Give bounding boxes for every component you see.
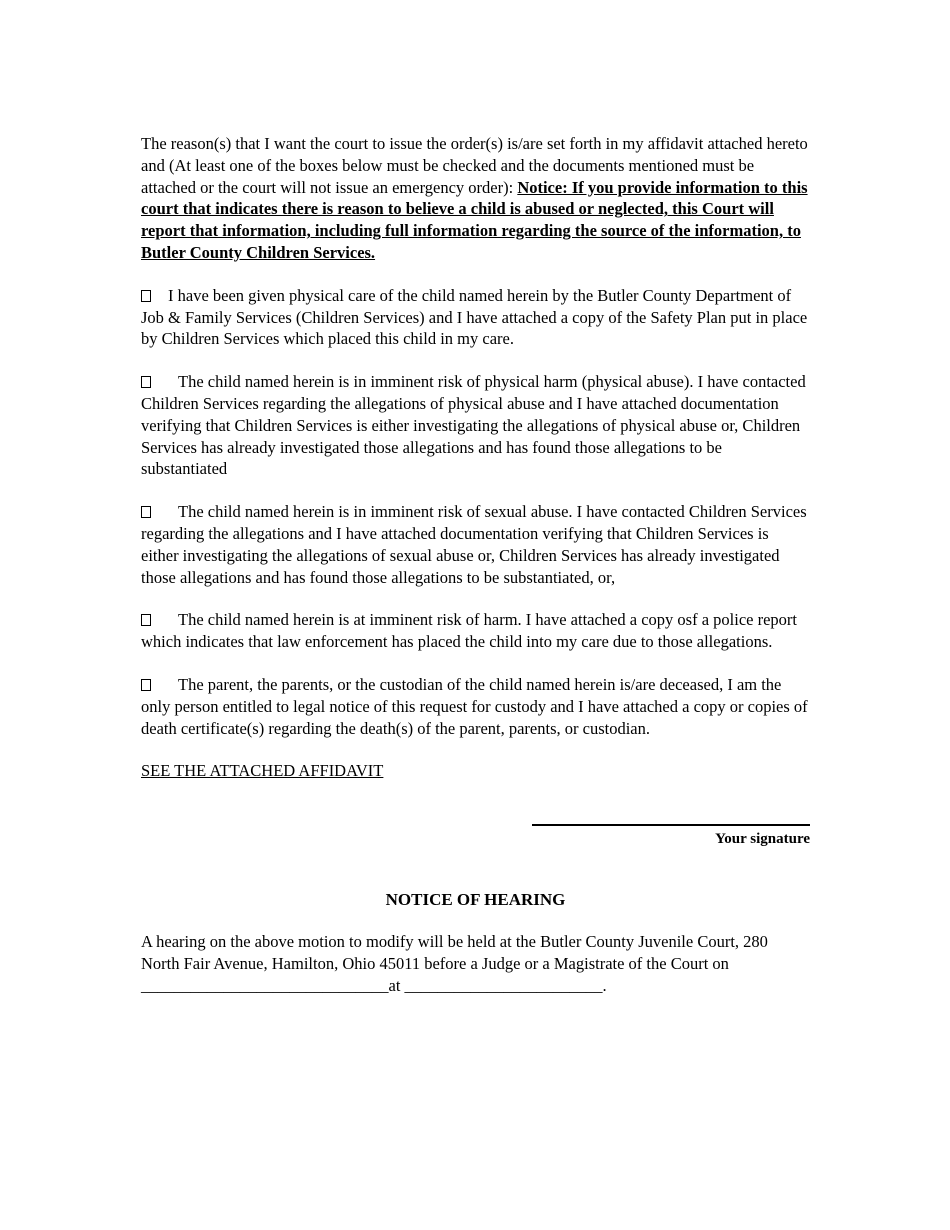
checkbox-2-icon[interactable] xyxy=(141,376,151,388)
checkbox-item-3 xyxy=(141,501,810,588)
notice-of-hearing-title: NOTICE OF HEARING xyxy=(385,890,566,910)
checkbox-5-icon[interactable] xyxy=(141,679,151,691)
hearing-date-blank: ______________________________ xyxy=(141,975,389,995)
intro-text: The reason(s) that I want the court to issue the order(s) is/are set forth in my affidavit attached hereto and (At least one of the boxes below must be checked and the documents mentioned must be attached or the court will not issue an emergency order): xyxy=(141,134,808,197)
signature-label: Your signature xyxy=(715,831,810,848)
tab-spacer xyxy=(151,300,168,301)
signature-block xyxy=(532,824,810,849)
checkbox-3-icon[interactable] xyxy=(141,506,151,518)
checkbox-item-2 xyxy=(141,371,810,480)
hearing-paragraph xyxy=(141,931,810,996)
checkbox-item-5 xyxy=(141,674,810,739)
checkbox-1-text: I have been given physical care of the child named herein by the Butler County Department of Job & Family Services (Children Services) and I have attached a copy of the Safety Plan put in place by Children Services which placed this child in my care. xyxy=(141,285,808,349)
checkbox-item-1 xyxy=(141,285,810,350)
checkbox-item-4 xyxy=(141,609,810,653)
tab-spacer xyxy=(151,689,178,690)
tab-spacer xyxy=(151,624,178,625)
checkbox-4-text: The child named herein is at imminent risk of harm. I have attached a copy osf a police report which indicates that law enforcement has placed the child into my care due to those allegations. xyxy=(141,610,797,652)
checkbox-5-text: The parent, the parents, or the custodian of the child named herein is/are deceased, I am the only person entitled to legal notice of this request for custody and I have attached a copy or copies of death certificate(s) regarding the death(s) of the parent, parents, or custodian. xyxy=(141,674,808,738)
checkbox-3-text: The child named herein is in imminent risk of sexual abuse. I have contacted Children Services regarding the allegations and I have attached documentation verifying that Children Services is either investigating the allegations of sexual abuse or, Children Services has already investigated those allegations and has found those allegations to be substantiated, or, xyxy=(141,502,807,587)
checkbox-1-icon[interactable] xyxy=(141,290,151,302)
tab-spacer xyxy=(151,386,178,387)
see-attached-affidavit-text: SEE THE ATTACHED AFFIDAVIT xyxy=(141,761,384,781)
intro-notice-text: Notice: If you provide information to this court that indicates there is reason to believe a child is abused or neglected, this Court will report that information, including full information regarding the source of the information, to Butler County Children Services. xyxy=(141,177,808,262)
checkbox-4-icon[interactable] xyxy=(141,614,151,626)
checkbox-2-text: The child named herein is in imminent risk of physical harm (physical abuse). I have contacted Children Services regarding the allegations of physical abuse and I have attached documentation verifying that Children Services is either investigating the allegations of physical abuse or, Children Services has already investigated those allegations and has found those allegations to be substantiated xyxy=(141,372,806,479)
tab-spacer xyxy=(151,516,178,517)
hearing-period-text: . xyxy=(602,975,607,995)
hearing-text: A hearing on the above motion to modify will be held at the Butler County Juvenile Court, 280 North Fair Avenue, Hamilton, Ohio 45011 before a Judge or a Magistrate of the Court on xyxy=(141,931,768,973)
intro-paragraph xyxy=(141,133,810,264)
hearing-time-blank: ________________________ xyxy=(404,975,603,995)
hearing-at-text: at xyxy=(388,975,405,995)
